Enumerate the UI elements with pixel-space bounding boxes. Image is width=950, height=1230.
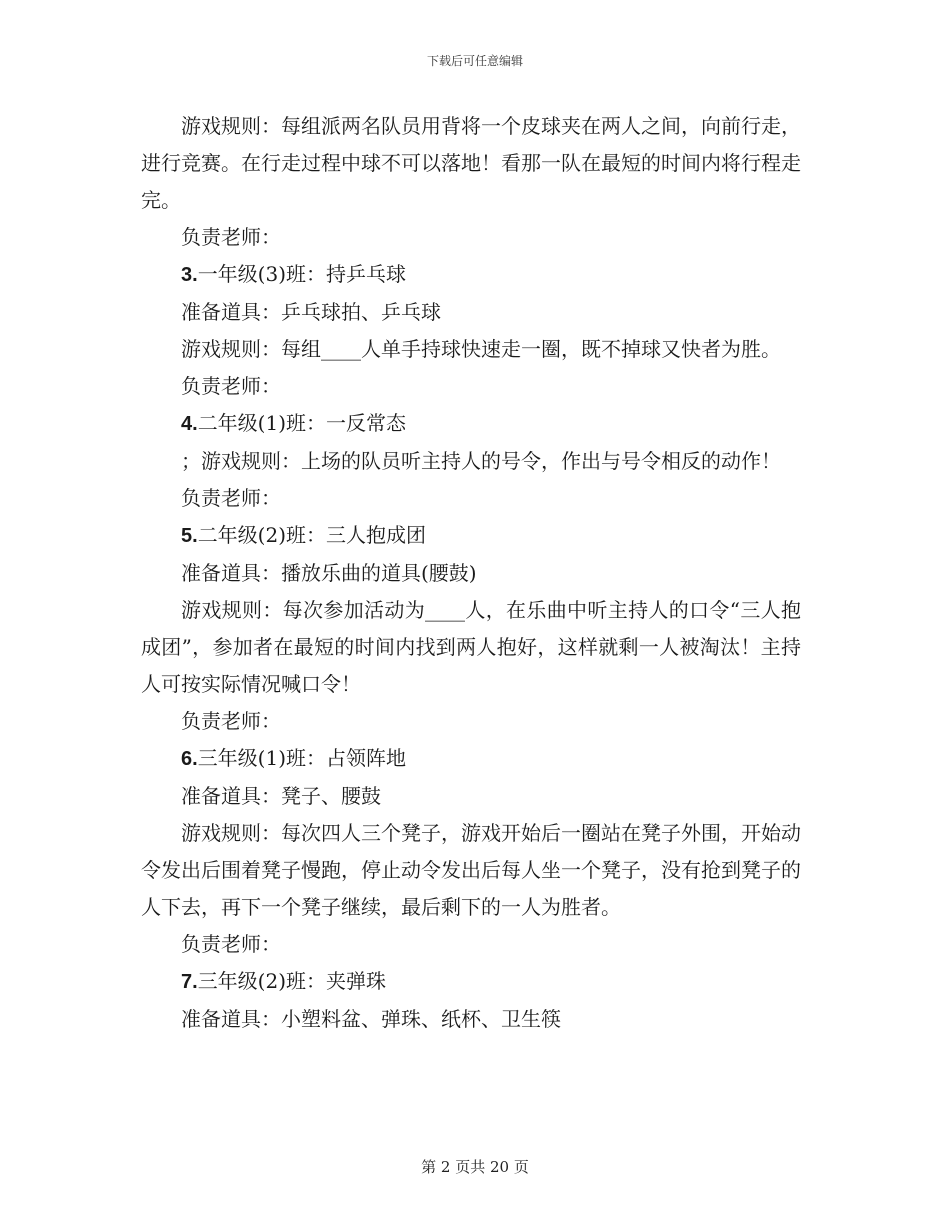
section-heading bbox=[141, 405, 801, 443]
section-heading bbox=[141, 963, 801, 1001]
paragraph-text: 负责老师： bbox=[181, 486, 281, 510]
paragraph-text: 负责老师： bbox=[181, 932, 281, 956]
paragraph-text: 三年级(1)班：占领阵地 bbox=[197, 746, 407, 770]
paragraph bbox=[141, 368, 801, 405]
paragraph bbox=[141, 294, 801, 331]
section-heading bbox=[141, 517, 801, 555]
paragraph bbox=[141, 108, 801, 219]
paragraph-text: 游戏规则：每组派两名队员用背将一个皮球夹在两人之间，向前行走，进行竞赛。在行走过程中球不可以落地！看那一队在最短的时间内将行程走完。 bbox=[141, 114, 801, 212]
paragraph bbox=[141, 480, 801, 517]
paragraph bbox=[141, 778, 801, 815]
paragraph-text: 一年级(3)班：持乒乓球 bbox=[197, 262, 407, 286]
paragraph-text: 游戏规则：每次四人三个凳子，游戏开始后一圈站在凳子外围，开始动令发出后围着凳子慢跑，停止动令发出后每人坐一个凳子，没有抢到凳子的人下去，再下一个凳子继续，最后剩下的一人为胜者。 bbox=[141, 821, 801, 919]
section-number: 4. bbox=[181, 413, 198, 435]
paragraph-text: 二年级(1)班：一反常态 bbox=[197, 411, 407, 435]
section-heading bbox=[141, 256, 801, 294]
paragraph bbox=[141, 331, 801, 368]
paragraph-text: 二年级(2)班：三人抱成团 bbox=[197, 523, 427, 547]
page-header: 下载后可任意编辑 bbox=[426, 54, 523, 68]
section-number: 5. bbox=[181, 525, 198, 547]
paragraph-text: 准备道具：播放乐曲的道具(腰鼓) bbox=[181, 561, 477, 585]
paragraph bbox=[141, 1001, 801, 1038]
document-body bbox=[141, 108, 801, 1038]
paragraph-text: 三年级(2)班：夹弹珠 bbox=[197, 969, 387, 993]
paragraph bbox=[141, 592, 801, 703]
section-number: 3. bbox=[181, 264, 198, 286]
paragraph bbox=[141, 815, 801, 926]
paragraph-text: 游戏规则：每组____人单手持球快速走一圈，既不掉球又快者为胜。 bbox=[181, 337, 781, 361]
paragraph-text: 准备道具：乒乓球拍、乒乓球 bbox=[181, 300, 441, 324]
page-number: 第 2 页共 20 页 bbox=[421, 1158, 529, 1176]
paragraph-text: 准备道具：小塑料盆、弹珠、纸杯、卫生筷 bbox=[181, 1007, 561, 1031]
paragraph bbox=[141, 219, 801, 256]
paragraph bbox=[141, 555, 801, 592]
paragraph-text: 游戏规则：每次参加活动为____人，在乐曲中听主持人的口令“三人抱成团”，参加者在最短的时间内找到两人抱好，这样就剩一人被淘汰！主持人可按实际情况喊口令！ bbox=[141, 598, 801, 696]
section-heading bbox=[141, 740, 801, 778]
section-number: 7. bbox=[181, 971, 198, 993]
paragraph bbox=[141, 443, 801, 480]
paragraph-text: 负责老师： bbox=[181, 374, 281, 398]
paragraph bbox=[141, 926, 801, 963]
paragraph-text: 准备道具：凳子、腰鼓 bbox=[181, 784, 381, 808]
paragraph-text: ；游戏规则：上场的队员听主持人的号令，作出与号令相反的动作！ bbox=[181, 449, 781, 473]
paragraph-text: 负责老师： bbox=[181, 709, 281, 733]
section-number: 6. bbox=[181, 748, 198, 770]
paragraph-text: 负责老师： bbox=[181, 225, 281, 249]
paragraph bbox=[141, 703, 801, 740]
